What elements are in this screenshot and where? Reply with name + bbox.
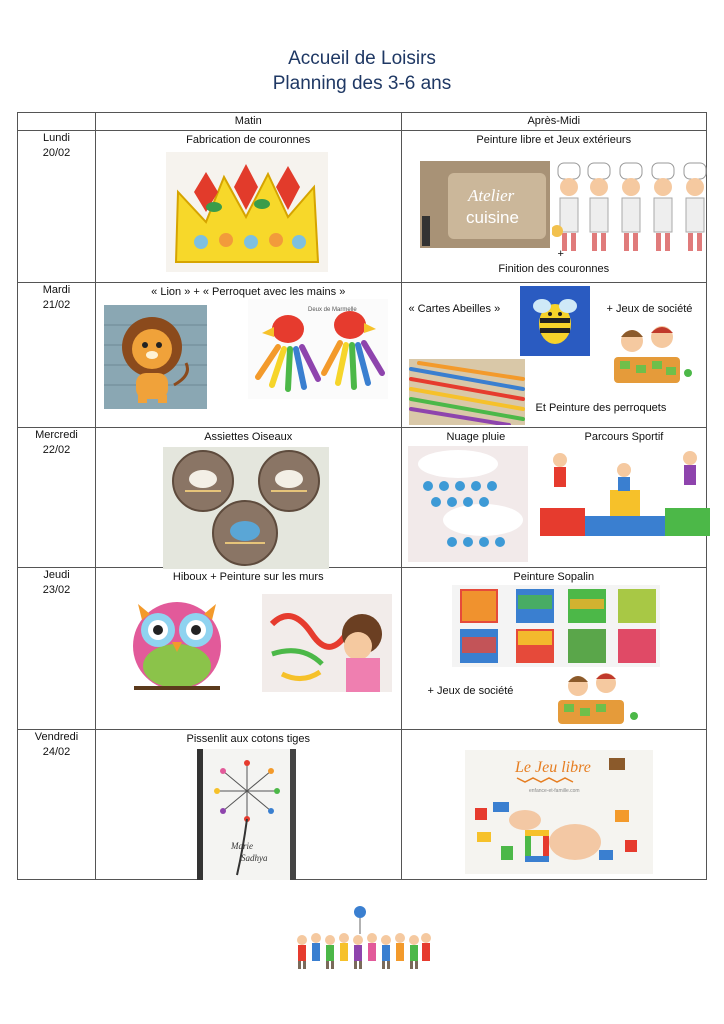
sopalin-painting-image bbox=[452, 585, 660, 667]
bee-card-image bbox=[520, 286, 590, 356]
day-cell bbox=[18, 283, 96, 428]
table-row bbox=[18, 131, 707, 283]
day-date: 20/02 bbox=[42, 147, 71, 159]
building-blocks-icon bbox=[465, 750, 653, 874]
parrot-hands-image bbox=[248, 299, 388, 399]
paintbrush-icon bbox=[409, 359, 525, 425]
activity-title: Assiettes Oiseaux bbox=[204, 431, 293, 443]
apres-midi-cell bbox=[401, 131, 707, 283]
obstacle-course-icon bbox=[540, 446, 710, 540]
planning-table bbox=[17, 112, 707, 880]
page-title: Accueil de Loisirs bbox=[288, 48, 436, 69]
day-name: Vendredi bbox=[34, 731, 79, 743]
day-date: 24/02 bbox=[42, 746, 71, 758]
day-cell bbox=[18, 730, 96, 880]
table-row bbox=[18, 730, 707, 880]
table-row bbox=[18, 428, 707, 568]
activity-note: Et Peinture des perroquets bbox=[535, 402, 667, 414]
owl-image bbox=[124, 594, 230, 694]
paper-towel-art-icon bbox=[452, 585, 660, 667]
matin-cell bbox=[96, 283, 402, 428]
board-game-image-2 bbox=[552, 670, 642, 728]
parcours-sportif-image bbox=[540, 446, 710, 540]
corner-cell bbox=[18, 113, 96, 131]
table-row bbox=[18, 568, 707, 730]
day-date: 21/02 bbox=[42, 299, 71, 311]
column-header-matin: Matin bbox=[96, 113, 402, 131]
signature-sadhya: Sadhya bbox=[241, 853, 268, 863]
activity-title: Fabrication de couronnes bbox=[186, 134, 311, 146]
cuisine-text: cuisine bbox=[465, 208, 519, 227]
jeu-libre-url: enfance-et-famille.com bbox=[528, 788, 580, 794]
day-name: Mercredi bbox=[35, 429, 78, 441]
crown-icon bbox=[166, 152, 328, 272]
cooking-board-icon bbox=[420, 161, 550, 248]
jeu-libre-logo-text: Le Jeu libre bbox=[514, 759, 591, 776]
apres-midi-cell bbox=[401, 283, 707, 428]
crown-image bbox=[166, 152, 328, 272]
wall-painting-image bbox=[262, 594, 392, 692]
dandelion-icon bbox=[197, 749, 296, 880]
apres-midi-cell bbox=[401, 730, 707, 880]
activity-title: Pissenlit aux cotons tiges bbox=[186, 733, 310, 745]
table-row bbox=[18, 283, 707, 428]
apres-midi-cell bbox=[401, 568, 707, 730]
matin-cell bbox=[96, 428, 402, 568]
board-game-image bbox=[608, 321, 694, 391]
parrot-icon bbox=[248, 299, 388, 399]
activity-extra: + Jeux de société bbox=[606, 303, 693, 315]
matin-cell bbox=[96, 730, 402, 880]
activity-title: « Cartes Abeilles » bbox=[408, 303, 501, 315]
rain-cloud-image bbox=[408, 446, 528, 562]
matin-cell bbox=[96, 131, 402, 283]
day-cell bbox=[18, 428, 96, 568]
children-logo bbox=[290, 902, 436, 980]
rain-cloud-icon bbox=[408, 446, 528, 562]
lion-image bbox=[104, 305, 207, 409]
atelier-text: Atelier bbox=[467, 186, 514, 205]
bee-icon bbox=[520, 286, 590, 356]
activity-title: « Lion » + « Perroquet avec les mains » bbox=[151, 286, 346, 298]
plus-sign: + bbox=[557, 248, 564, 260]
day-name: Jeudi bbox=[43, 569, 70, 581]
activity-title: Peinture Sopalin bbox=[513, 571, 595, 583]
day-name: Mardi bbox=[42, 284, 71, 296]
chefs-icon bbox=[552, 161, 714, 256]
activity-note: Finition des couronnes bbox=[498, 263, 610, 275]
parrot-caption: Deux de Marmelle bbox=[308, 307, 357, 313]
activity-note: + Jeux de société bbox=[427, 685, 514, 697]
children-group-icon bbox=[290, 902, 436, 980]
day-cell bbox=[18, 568, 96, 730]
jeu-libre-image bbox=[465, 750, 653, 874]
activity-title: Nuage pluie bbox=[446, 431, 506, 443]
matin-cell bbox=[96, 568, 402, 730]
board-game-icon bbox=[608, 321, 694, 391]
page-subtitle: Planning des 3-6 ans bbox=[272, 73, 452, 94]
activity-title-2: Parcours Sportif bbox=[584, 431, 664, 443]
owl-icon bbox=[124, 594, 230, 694]
day-cell bbox=[18, 131, 96, 283]
bird-plates-image bbox=[163, 447, 329, 569]
table-header-row bbox=[18, 113, 707, 131]
dandelion-image bbox=[197, 749, 296, 880]
day-date: 23/02 bbox=[42, 584, 71, 596]
child-painting-icon bbox=[262, 594, 392, 692]
activity-title: Peinture libre et Jeux extérieurs bbox=[476, 134, 632, 146]
atelier-cuisine-image bbox=[420, 161, 550, 248]
signature-marie: Marie bbox=[231, 841, 253, 851]
paint-brushes-image bbox=[409, 359, 525, 425]
apres-midi-cell bbox=[401, 428, 707, 568]
bird-plate-icon bbox=[163, 447, 329, 569]
activity-title: Hiboux + Peinture sur les murs bbox=[172, 571, 324, 583]
lion-icon bbox=[104, 305, 207, 409]
column-header-apres-midi: Après-Midi bbox=[401, 113, 707, 131]
day-date: 22/02 bbox=[42, 444, 71, 456]
board-game-icon bbox=[552, 670, 642, 728]
kids-chefs-image bbox=[552, 161, 714, 256]
day-name: Lundi bbox=[43, 132, 70, 144]
